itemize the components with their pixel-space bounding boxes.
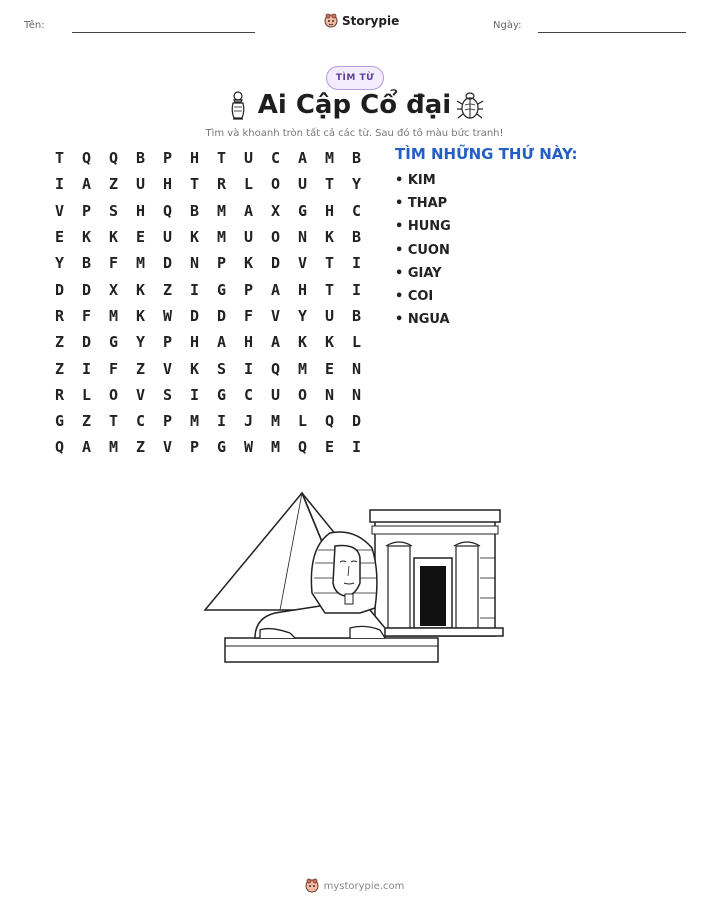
- grid-cell[interactable]: B: [81, 254, 92, 273]
- grid-cell[interactable]: N: [351, 359, 362, 378]
- grid-cell[interactable]: H: [162, 175, 173, 194]
- grid-cell[interactable]: D: [189, 306, 200, 325]
- grid-cell[interactable]: M: [270, 438, 281, 457]
- brand-name: Storypie: [342, 14, 400, 28]
- grid-cell[interactable]: H: [135, 201, 146, 220]
- grid-cell[interactable]: K: [135, 280, 146, 299]
- grid-cell[interactable]: D: [81, 333, 92, 352]
- grid-cell[interactable]: K: [135, 306, 146, 325]
- grid-cell[interactable]: H: [297, 280, 308, 299]
- category-badge: TÌM TỪ: [326, 66, 384, 90]
- grid-cell[interactable]: A: [81, 175, 92, 194]
- grid-cell[interactable]: I: [189, 280, 200, 299]
- scarab-icon: [456, 91, 484, 121]
- grid-cell[interactable]: W: [162, 306, 173, 325]
- footer: [0, 878, 709, 894]
- grid-cell[interactable]: A: [216, 333, 227, 352]
- grid-cell[interactable]: G: [216, 385, 227, 404]
- grid-cell[interactable]: I: [216, 412, 227, 431]
- grid-cell[interactable]: F: [108, 254, 119, 273]
- grid-cell[interactable]: Y: [351, 175, 362, 194]
- grid-cell[interactable]: G: [54, 412, 65, 431]
- grid-cell[interactable]: L: [243, 175, 254, 194]
- word-search-grid[interactable]: [46, 145, 370, 461]
- grid-cell[interactable]: V: [270, 306, 281, 325]
- grid-cell[interactable]: U: [162, 228, 173, 247]
- grid-cell[interactable]: S: [108, 201, 119, 220]
- grid-cell[interactable]: D: [162, 254, 173, 273]
- grid-cell[interactable]: P: [162, 412, 173, 431]
- grid-cell[interactable]: O: [108, 385, 119, 404]
- grid-cell[interactable]: Q: [297, 438, 308, 457]
- grid-cell[interactable]: P: [162, 149, 173, 168]
- grid-cell[interactable]: T: [324, 175, 335, 194]
- grid-cell[interactable]: T: [216, 149, 227, 168]
- grid-cell[interactable]: N: [324, 385, 335, 404]
- grid-cell[interactable]: K: [324, 228, 335, 247]
- grid-cell[interactable]: R: [54, 306, 65, 325]
- word-list-item: • GIAY: [395, 265, 442, 281]
- grid-cell[interactable]: C: [270, 149, 281, 168]
- grid-cell[interactable]: E: [135, 228, 146, 247]
- grid-cell[interactable]: O: [270, 228, 281, 247]
- grid-cell[interactable]: N: [189, 254, 200, 273]
- grid-cell[interactable]: E: [324, 438, 335, 457]
- grid-cell[interactable]: P: [81, 201, 92, 220]
- grid-cell[interactable]: P: [216, 254, 227, 273]
- grid-cell[interactable]: X: [270, 201, 281, 220]
- grid-cell[interactable]: M: [270, 412, 281, 431]
- grid-cell[interactable]: K: [81, 228, 92, 247]
- grid-cell[interactable]: S: [162, 385, 173, 404]
- grid-cell[interactable]: U: [324, 306, 335, 325]
- grid-cell[interactable]: R: [54, 385, 65, 404]
- word-list-item: • THAP: [395, 196, 448, 212]
- grid-cell[interactable]: Y: [54, 254, 65, 273]
- grid-cell[interactable]: G: [216, 280, 227, 299]
- grid-cell[interactable]: I: [81, 359, 92, 378]
- grid-cell[interactable]: T: [108, 412, 119, 431]
- storypie-mascot-icon: [324, 13, 338, 29]
- grid-cell[interactable]: L: [297, 412, 308, 431]
- grid-cell[interactable]: Q: [54, 438, 65, 457]
- word-list-title: TÌM NHỮNG THỨ NÀY:: [395, 145, 578, 163]
- grid-cell[interactable]: J: [243, 412, 254, 431]
- grid-cell[interactable]: C: [135, 412, 146, 431]
- grid-cell[interactable]: Q: [108, 149, 119, 168]
- grid-cell[interactable]: B: [189, 201, 200, 220]
- grid-cell[interactable]: Q: [270, 359, 281, 378]
- grid-cell[interactable]: L: [81, 385, 92, 404]
- grid-cell[interactable]: G: [297, 201, 308, 220]
- grid-cell[interactable]: V: [162, 438, 173, 457]
- grid-cell[interactable]: K: [108, 228, 119, 247]
- grid-cell[interactable]: Z: [54, 333, 65, 352]
- grid-cell[interactable]: V: [162, 359, 173, 378]
- grid-cell[interactable]: I: [189, 385, 200, 404]
- date-line[interactable]: [538, 32, 686, 33]
- grid-cell[interactable]: P: [189, 438, 200, 457]
- grid-cell[interactable]: B: [351, 306, 362, 325]
- grid-cell[interactable]: K: [324, 333, 335, 352]
- grid-cell[interactable]: M: [189, 412, 200, 431]
- grid-cell[interactable]: D: [351, 412, 362, 431]
- grid-cell[interactable]: T: [189, 175, 200, 194]
- grid-cell[interactable]: Z: [162, 280, 173, 299]
- name-line[interactable]: [72, 32, 255, 33]
- grid-cell[interactable]: Z: [54, 359, 65, 378]
- word-list-item: • CUON: [395, 242, 450, 258]
- word-list-item: • COI: [395, 288, 434, 304]
- grid-cell[interactable]: D: [216, 306, 227, 325]
- grid-cell[interactable]: V: [297, 254, 308, 273]
- grid-cell[interactable]: B: [351, 149, 362, 168]
- grid-cell[interactable]: F: [108, 359, 119, 378]
- grid-cell[interactable]: S: [216, 359, 227, 378]
- date-label: Ngày:: [493, 20, 522, 31]
- grid-cell[interactable]: A: [270, 280, 281, 299]
- pyramid-sphinx-temple-illustration: [200, 488, 510, 668]
- grid-cell[interactable]: C: [351, 201, 362, 220]
- word-list-item: • HUNG: [395, 219, 451, 235]
- grid-cell[interactable]: M: [216, 228, 227, 247]
- grid-cell[interactable]: K: [243, 254, 254, 273]
- grid-cell[interactable]: Q: [162, 201, 173, 220]
- grid-cell[interactable]: I: [351, 438, 362, 457]
- grid-cell[interactable]: Y: [297, 306, 308, 325]
- word-list-item: • KIM: [395, 173, 436, 188]
- grid-cell[interactable]: H: [324, 201, 335, 220]
- grid-cell[interactable]: M: [135, 254, 146, 273]
- grid-cell[interactable]: K: [189, 228, 200, 247]
- grid-cell[interactable]: Q: [81, 149, 92, 168]
- grid-cell[interactable]: D: [81, 280, 92, 299]
- grid-cell[interactable]: U: [270, 385, 281, 404]
- grid-cell[interactable]: U: [135, 175, 146, 194]
- grid-cell[interactable]: Z: [135, 359, 146, 378]
- grid-cell[interactable]: C: [243, 385, 254, 404]
- grid-cell[interactable]: R: [216, 175, 227, 194]
- grid-cell[interactable]: U: [243, 228, 254, 247]
- grid-cell[interactable]: U: [243, 149, 254, 168]
- grid-cell[interactable]: N: [297, 228, 308, 247]
- grid-cell[interactable]: E: [54, 228, 65, 247]
- grid-cell[interactable]: U: [297, 175, 308, 194]
- grid-cell[interactable]: M: [216, 201, 227, 220]
- grid-cell[interactable]: V: [54, 201, 65, 220]
- word-list-item: • NGUA: [395, 312, 450, 328]
- grid-cell[interactable]: L: [351, 333, 362, 352]
- grid-cell[interactable]: M: [297, 359, 308, 378]
- grid-cell[interactable]: H: [189, 149, 200, 168]
- name-label: Tên:: [24, 20, 45, 31]
- grid-cell[interactable]: T: [54, 149, 65, 168]
- brand-logo: [324, 13, 399, 29]
- grid-cell[interactable]: A: [297, 149, 308, 168]
- grid-cell[interactable]: M: [108, 306, 119, 325]
- grid-cell[interactable]: I: [243, 359, 254, 378]
- grid-cell[interactable]: P: [243, 280, 254, 299]
- grid-cell[interactable]: P: [162, 333, 173, 352]
- grid-cell[interactable]: I: [351, 280, 362, 299]
- grid-cell[interactable]: N: [351, 385, 362, 404]
- grid-cell[interactable]: W: [243, 438, 254, 457]
- grid-cell[interactable]: Z: [108, 175, 119, 194]
- page-title: Ai Cập Cổ đại: [257, 90, 452, 120]
- grid-cell[interactable]: H: [189, 333, 200, 352]
- grid-cell[interactable]: T: [324, 280, 335, 299]
- grid-cell[interactable]: D: [54, 280, 65, 299]
- grid-cell[interactable]: E: [324, 359, 335, 378]
- grid-cell[interactable]: H: [243, 333, 254, 352]
- grid-cell[interactable]: O: [297, 385, 308, 404]
- grid-cell[interactable]: F: [243, 306, 254, 325]
- grid-cell[interactable]: Z: [135, 438, 146, 457]
- grid-cell[interactable]: K: [297, 333, 308, 352]
- grid-cell[interactable]: T: [324, 254, 335, 273]
- grid-cell[interactable]: F: [81, 306, 92, 325]
- grid-cell[interactable]: O: [270, 175, 281, 194]
- grid-cell[interactable]: G: [216, 438, 227, 457]
- word-list: [395, 171, 451, 333]
- grid-cell[interactable]: Z: [81, 412, 92, 431]
- grid-cell[interactable]: Y: [135, 333, 146, 352]
- grid-cell[interactable]: A: [270, 333, 281, 352]
- grid-cell[interactable]: M: [324, 149, 335, 168]
- grid-cell[interactable]: B: [351, 228, 362, 247]
- instructions: Tìm và khoanh tròn tất cả các từ. Sau đó tô màu bức tranh!: [205, 128, 504, 139]
- grid-cell[interactable]: V: [135, 385, 146, 404]
- grid-cell[interactable]: K: [189, 359, 200, 378]
- grid-cell[interactable]: Q: [324, 412, 335, 431]
- grid-cell[interactable]: I: [54, 175, 65, 194]
- grid-cell[interactable]: D: [270, 254, 281, 273]
- footer-url[interactable]: mystorypie.com: [323, 880, 405, 892]
- grid-cell[interactable]: M: [108, 438, 119, 457]
- grid-cell[interactable]: I: [351, 254, 362, 273]
- storypie-mascot-icon: [305, 878, 319, 894]
- grid-cell[interactable]: G: [108, 333, 119, 352]
- grid-cell[interactable]: A: [81, 438, 92, 457]
- grid-cell[interactable]: A: [243, 201, 254, 220]
- grid-cell[interactable]: B: [135, 149, 146, 168]
- grid-cell[interactable]: X: [108, 280, 119, 299]
